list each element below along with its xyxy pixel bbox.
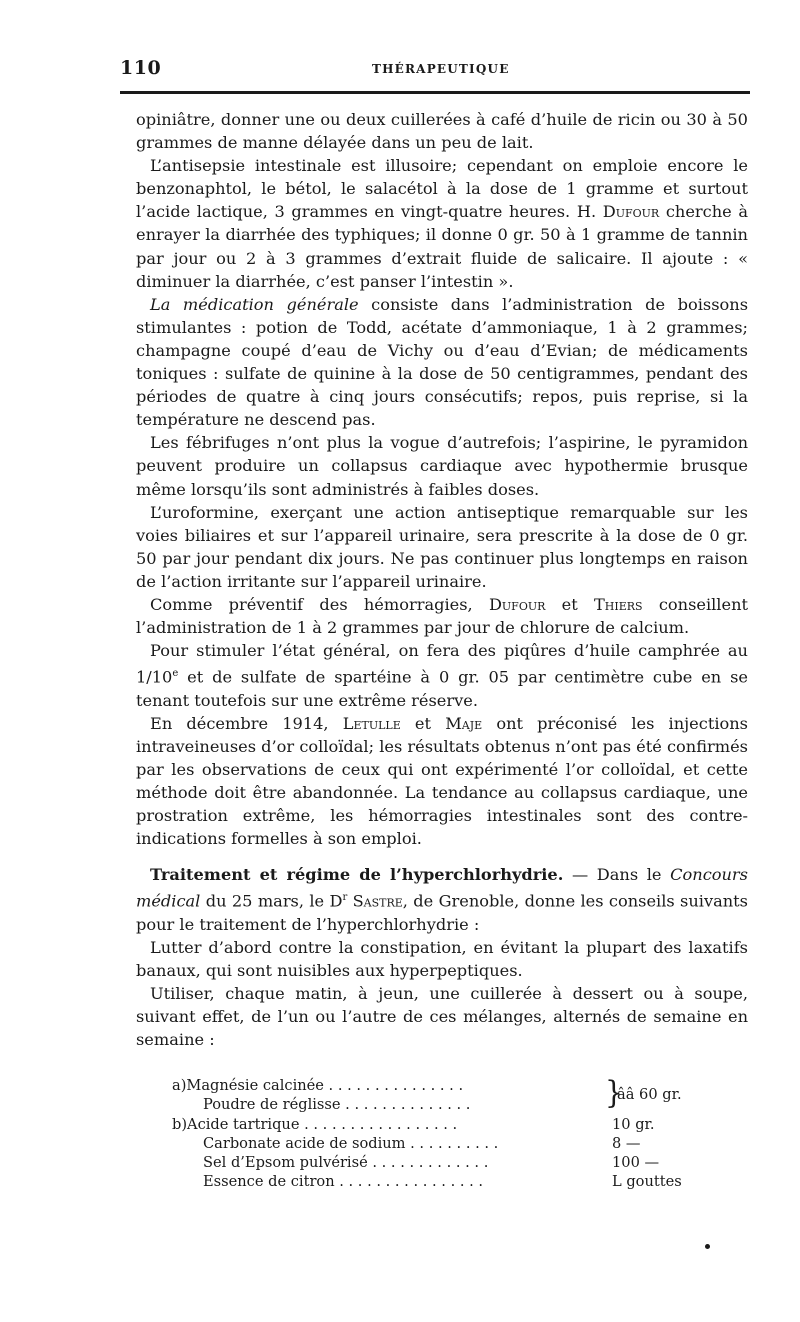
recipe-line (172, 1095, 692, 1114)
recipe-line (172, 1153, 692, 1172)
recipe-ingredient: Magnésie calcinée . . . . . . . . . . . . . . . (186, 1077, 464, 1094)
author-name: Dufour (488, 594, 546, 614)
paragraph-hemorragies: Comme préventif des hémorragies, Dufour et Thiers conseillent l’administration de 1 à 2 grammes par jour de chlorure de calcium. (136, 594, 748, 638)
recipe-ingredient: Poudre de réglisse . . . . . . . . . . . . . . (203, 1096, 471, 1114)
recipe-marker: a) (172, 1077, 187, 1094)
paragraph-constipation: Lutter d’abord contre la constipation, en évitant la plupart des laxatifs banaux, qui sont nuisibles aux hyperpeptiques. (136, 938, 748, 981)
section-gap (136, 850, 748, 863)
recipe-quantity: L gouttes (612, 1173, 682, 1191)
page-body (136, 108, 748, 1052)
paragraph-etat-general: Pour stimuler l’état général, on fera des piqûres d’huile camphrée au 1/10e et de sulfate de spartéine à 0 gr. 05 par centimètre cube en se tenant toutefois sur une extrême réserve. (136, 641, 748, 710)
recipe-line (172, 1115, 692, 1134)
author-name: Dufour (602, 202, 660, 222)
author-name: Sastre (352, 891, 403, 911)
running-title: THÉRAPEUTIQUE (372, 62, 510, 76)
brace: } (605, 1074, 623, 1111)
recipe-line (172, 1172, 692, 1191)
page-number: 110 (120, 57, 162, 79)
paragraph-medication-generale: La médication générale consiste dans l’administration de boissons stimulantes : potion de Todd, acétate d’ammoniaque, 1 à 2 grammes; champagne coupé d’eau de Vichy ou d’eau d’Evian; de médicaments toniques : sulfate de quinine à la dose de 50 centigrammes, pendant des périodes de quatre à cinq jours consécutifs; repos, puis reprise, si la température ne descend pas. (136, 294, 748, 430)
paragraph-antisepsie: L’antisepsie intestinale est illusoire; cependant on emploie encore le benzonaphtol, le bétol, le salacétol à la dose de 1 gramme et surtout l’acide lactique, 3 grammes en vingt-quatre heures. H. Dufour cherche à enrayer la diarrhée des typhiques; il donne 0 gr. 50 à 1 gramme de tannin par jour ou 2 à 3 grammes d’extrait fluide de salicaire. Il ajoute : « diminuer la diarrhée, c’est panser l’intestin ». (136, 156, 749, 291)
paragraph-uroformine: L’uroformine, exerçant une action antiseptique remarquable sur les voies biliaires et sur l’appareil urinaire, sera prescrite à la dose de 0 gr. 50 par jour pendant dix jours. Ne pas continuer plus longtemps en raison de l’action irritante sur l’appareil urinaire. (136, 502, 748, 591)
recipe-quantity: 10 gr. (612, 1115, 655, 1133)
recipe-quantity: ââ 60 gr. (617, 1086, 682, 1103)
recipe-ingredient: Acide tartrique . . . . . . . . . . . . . . . . . (187, 1115, 458, 1133)
paragraph-febrifuges: Les fébrifuges n’ont plus la vogue d’autrefois; l’aspirine, le pyramidon peuvent produire un collapsus cardiaque avec hypothermie brusque même lorsqu’ils sont administrés à faibles doses. (136, 433, 748, 499)
recipe-block (172, 1076, 692, 1192)
section-title: Traitement et régime de l’hyperchlorhydrie. (150, 865, 564, 885)
paragraph-utiliser: Utiliser, chaque matin, à jeun, une cuillerée à dessert ou à soupe, suivant effet, de l’un ou l’autre de ces mélanges, alternés de semaine en semaine : (136, 984, 748, 1050)
recipe-quantity: 100 — (612, 1154, 660, 1172)
ink-dot (705, 1244, 710, 1249)
page-header (120, 55, 750, 94)
recipe-ingredient: Carbonate acide de sodium . . . . . . . . . . (203, 1134, 499, 1152)
recipe-line (172, 1134, 692, 1153)
italic-heading: La médication générale (150, 294, 359, 314)
author-name: Thiers (593, 594, 643, 614)
author-name: Letulle (342, 713, 401, 733)
author-name: Maje (445, 713, 483, 733)
section-hyperchlorhydrie: Traitement et régime de l’hyperchlorhydrie. — Dans le Concours médical du 25 mars, le $D^r$ Sastre, de Grenoble, donne les conseils suivants pour le traitement de l’hyperchlorhydrie : (136, 865, 748, 934)
recipe-ingredient: Sel d’Epsom pulvérisé . . . . . . . . . . . . . (203, 1154, 489, 1172)
journal-name: Concours médical (136, 865, 748, 911)
recipe-ingredient: Essence de citron . . . . . . . . . . . . . . . . (203, 1173, 484, 1191)
paragraph-or-colloidal: En décembre 1914, Letulle et Maje ont préconisé les injections intraveineuses d’or colloïdal; les résultats obtenus n’ont pas été confirmés par les observations de ceux qui ont expérimenté l’or colloïdal, et cette méthode doit être abandonnée. La tendance au collapsus cardiaque, une prostration extrême, les hémorragies intestinales sont des contre-indications formelles à son emploi. (136, 713, 748, 849)
paragraph-1: opiniâtre, donner une ou deux cuillerées à café d’huile de ricin ou 30 à 50 grammes de manne délayée dans un peu de lait. (136, 110, 748, 153)
recipe-quantity: 8 — (612, 1134, 641, 1152)
recipe-marker: b) (172, 1115, 188, 1133)
